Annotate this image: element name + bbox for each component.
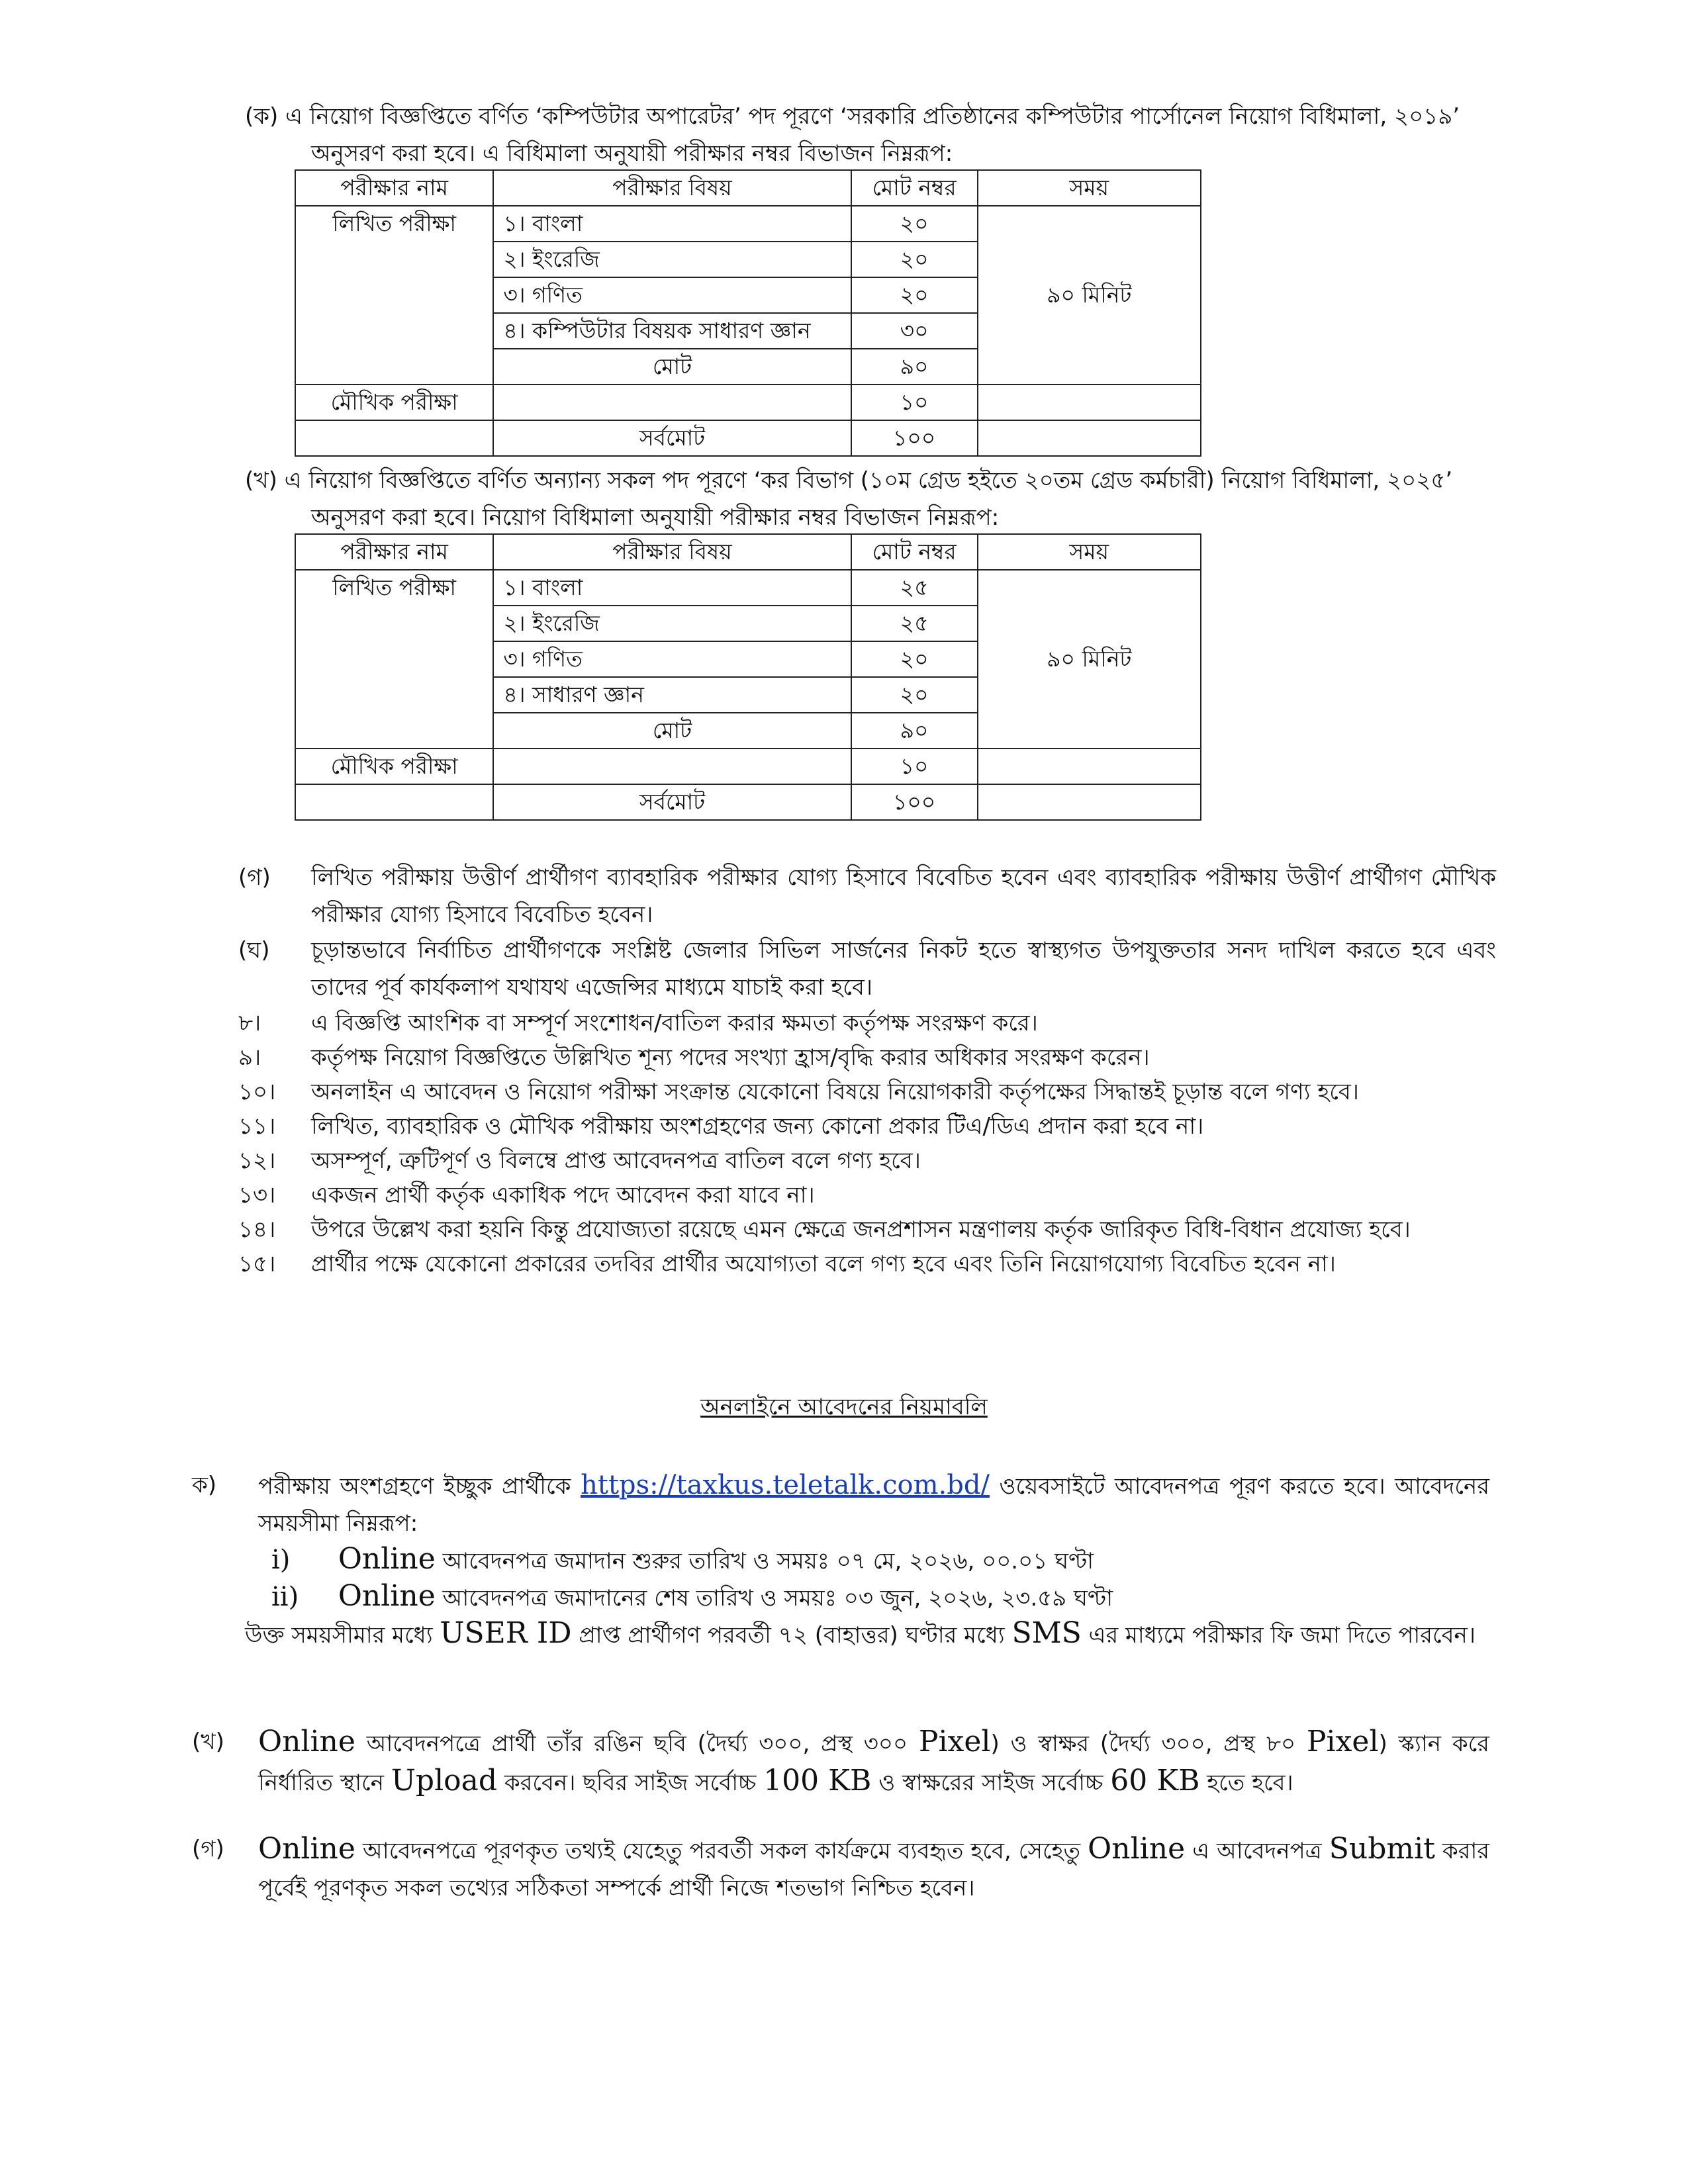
header-total-marks: মোট নম্বর	[851, 534, 978, 570]
subject-cell: ৩। গণিত	[493, 641, 851, 677]
subject-cell: ২। ইংরেজি	[493, 606, 851, 641]
oral-exam-label: মৌখিক পরীক্ষা	[295, 385, 493, 420]
online-rules-heading	[0, 1390, 1688, 1428]
ga-online-1: Online	[258, 1832, 355, 1866]
table-row	[295, 784, 1201, 820]
tail-text-2: প্রাপ্ত প্রার্থীগণ পরবর্তী ৭২ (বাহাত্তর) ঘণ্টার মধ্যে	[579, 1622, 1005, 1649]
oral-marks: ১০	[851, 385, 978, 420]
rule-number: ১৩।	[238, 1182, 276, 1208]
marks-cell: ২০	[851, 677, 978, 713]
rule-item	[238, 932, 1496, 1006]
marks-table-1	[295, 169, 1201, 457]
subject-cell: ১। বাংলা	[493, 206, 851, 242]
section-ka-line2: অনুসরণ করা হবে। এ বিধিমালা অনুযায়ী পরীক্ষার নম্বর বিভাজন নিম্নরূপ:	[311, 140, 953, 167]
rule-text: একজন প্রার্থী কর্তৃক একাধিক পদে আবেদন করা যাবে না।	[311, 1182, 815, 1208]
empty-cell	[978, 749, 1201, 784]
empty-cell	[978, 784, 1201, 820]
online-ka-sub2	[271, 1578, 1463, 1617]
online-kha-body	[258, 1723, 1489, 1801]
total-marks: ৯০	[851, 713, 978, 749]
table-row	[295, 420, 1201, 456]
header-exam-subject: পরীক্ষার বিষয়	[493, 170, 851, 206]
online-ga-label: (গ)	[192, 1836, 224, 1862]
rule-text: এ বিজ্ঞপ্তি আংশিক বা সম্পূর্ণ সংশোধন/বাতিল করার ক্ষমতা কর্তৃপক্ষ সংরক্ষণ করে।	[311, 1010, 1038, 1036]
grand-total-label: সর্বমোট	[493, 784, 851, 820]
online-item-ga	[192, 1831, 1489, 1910]
table-row	[295, 749, 1201, 784]
sub1-roman: i)	[271, 1545, 291, 1575]
oral-marks: ১০	[851, 749, 978, 784]
section-kha-line1: (খ) এ নিয়োগ বিজ্ঞপ্তিতে বর্ণিত অন্যান্য সকল পদ পূরণে ‘কর বিভাগ (১০ম গ্রেড হইতে ২০তম গ্রেড কর্মচারী) নিয়োগ বিধিমালা, ২০২৫’	[245, 467, 1453, 494]
online-ka-tail	[245, 1615, 1489, 1654]
rule-number: ১২।	[238, 1148, 276, 1174]
grand-total-marks: ১০০	[851, 420, 978, 456]
section-kha-line2: অনুসরণ করা হবে। নিয়োগ বিধিমালা অনুযায়ী পরীক্ষার নম্বর বিভাজন নিম্নরূপ:	[311, 504, 1000, 531]
rule-text: লিখিত, ব্যাবহারিক ও মৌখিক পরীক্ষায় অংশগ্রহণের জন্য কোনো প্রকার টিএ/ডিএ প্রদান করা হবে না।	[311, 1113, 1204, 1140]
kha-online: Online	[258, 1725, 355, 1758]
grand-total-label: সর্বমোট	[493, 420, 851, 456]
kha-pixel-1: Pixel	[918, 1725, 991, 1758]
subject-cell: ৪। কম্পিউটার বিষয়ক সাধারণ জ্ঞান	[493, 313, 851, 349]
total-label: মোট	[493, 713, 851, 749]
marks-cell: ২০	[851, 277, 978, 313]
table-header-row	[295, 534, 1201, 570]
ga-text-3: করার পূর্বেই পূরণকৃত সকল তথ্যের সঠিকতা সম্পর্কে প্রার্থী নিজে শতভাগ নিশ্চিত হবেন।	[258, 1838, 1490, 1901]
empty-cell	[295, 784, 493, 820]
sub2-online: Online	[338, 1579, 436, 1613]
marks-cell: ২০	[851, 206, 978, 242]
online-item-kha	[192, 1723, 1489, 1803]
online-ka-body	[258, 1467, 1489, 1542]
marks-cell: ২৫	[851, 606, 978, 641]
subject-cell: ১। বাংলা	[493, 570, 851, 606]
time-cell: ৯০ মিনিট	[978, 570, 1201, 749]
kha-text-1: আবেদনপত্রে প্রার্থী তাঁর রঙিন ছবি (দৈর্ঘ্য ৩০০, প্রস্থ ৩০০	[366, 1731, 908, 1757]
ga-text-1: আবেদনপত্রে পূরণকৃত তথ্যই যেহেতু পরবর্তী সকল কার্যক্রমে ব্যবহৃত হবে, সেহেতু	[363, 1838, 1081, 1864]
kha-text-4: করবেন। ছবির সাইজ সর্বোচ্চ	[504, 1770, 757, 1796]
empty-cell	[493, 385, 851, 420]
tail-userid: USER ID	[440, 1616, 572, 1650]
subject-cell: ২। ইংরেজি	[493, 242, 851, 277]
marks-cell: ২০	[851, 641, 978, 677]
empty-cell	[295, 420, 493, 456]
tail-text-1: উক্ত সময়সীমার মধ্যে	[245, 1622, 433, 1649]
grand-total-marks: ১০০	[851, 784, 978, 820]
kha-text-2: ) ও স্বাক্ষর (দৈর্ঘ্য ৩০০, প্রস্থ ৮০	[990, 1731, 1296, 1757]
kha-pixel-2: Pixel	[1306, 1725, 1379, 1758]
online-ka-sub1	[271, 1541, 1463, 1580]
kha-text-6: হতে হবে।	[1207, 1770, 1293, 1796]
table-header-row	[295, 170, 1201, 206]
marks-table-2	[295, 533, 1201, 821]
time-cell: ৯০ মিনিট	[978, 206, 1201, 385]
online-ka-text-before: পরীক্ষায় অংশগ্রহণে ইচ্ছুক প্রার্থীকে	[258, 1473, 571, 1500]
tail-text-3: এর মাধ্যমে পরীক্ষার ফি জমা দিতে পারবেন।	[1088, 1622, 1476, 1649]
sub1-online: Online	[338, 1542, 436, 1576]
kha-text-3: ) স্ক্যান করে নির্ধারিত স্থানে	[258, 1731, 1489, 1796]
online-rules-heading-text: অনলাইনে আবেদনের নিয়মাবলি	[700, 1394, 988, 1420]
written-exam-label: লিখিত পরীক্ষা	[295, 206, 493, 385]
ga-submit: Submit	[1329, 1832, 1435, 1866]
empty-cell	[978, 385, 1201, 420]
rule-text: চূড়ান্তভাবে নির্বাচিত প্রার্থীগণকে সংশ্লিষ্ট জেলার সিভিল সার্জনের নিকট হতে স্বাস্থ্যগত উপযুক্ততার সনদ দাখিল করতে হবে এবং তাদের পূর্ব কার্যকলাপ যথাযথ এজেন্সির মাধ্যমে যাচাই করা হবে।	[311, 937, 1496, 1001]
rule-number: ৯।	[238, 1044, 261, 1071]
ga-online-2: Online	[1088, 1832, 1186, 1866]
rule-number: ১১।	[238, 1113, 276, 1140]
header-exam-subject: পরীক্ষার বিষয়	[493, 534, 851, 570]
sub2-text: আবেদনপত্র জমাদানের শেষ তারিখ ও সময়ঃ ০৩ জুন, ২০২৬, ২৩.৫৯ ঘণ্টা	[442, 1585, 1113, 1612]
online-kha-label: (খ)	[192, 1729, 224, 1755]
table-row	[295, 206, 1201, 242]
kha-size-2: 60 KB	[1110, 1764, 1200, 1797]
marks-cell: ২৫	[851, 570, 978, 606]
rule-item	[238, 859, 1496, 933]
section-ka-text	[245, 98, 1503, 172]
header-exam-name: পরীক্ষার নাম	[295, 170, 493, 206]
ga-text-2: এ আবেদনপত্র	[1192, 1838, 1322, 1864]
header-time: সময়	[978, 534, 1201, 570]
teletalk-url-link[interactable]: https://taxkus.teletalk.com.bd/	[581, 1470, 990, 1500]
rule-text: কর্তৃপক্ষ নিয়োগ বিজ্ঞপ্তিতে উল্লিখিত শূন্য পদের সংখ্যা হ্রাস/বৃদ্ধি করার অধিকার সংরক্ষণ করেন।	[311, 1044, 1150, 1071]
tail-sms: SMS	[1011, 1616, 1082, 1650]
section-ka-line1: (ক) এ নিয়োগ বিজ্ঞপ্তিতে বর্ণিত ‘কম্পিউটার অপারেটর’ পদ পূরণে ‘সরকারি প্রতিষ্ঠানের কম্পিউটার পার্সোনেল নিয়োগ বিধিমালা, ২০১৯’	[245, 103, 1460, 130]
rule-text: অসম্পূর্ণ, ত্রুটিপূর্ণ ও বিলম্বে প্রাপ্ত আবেদনপত্র বাতিল বলে গণ্য হবে।	[311, 1148, 921, 1174]
rule-text: অনলাইন এ আবেদন ও নিয়োগ পরীক্ষা সংক্রান্ত যেকোনো বিষয়ে নিয়োগকারী কর্তৃপক্ষের সিদ্ধান্তই চূড়ান্ত বলে গণ্য হবে।	[311, 1079, 1359, 1105]
rule-number: ১৫।	[238, 1251, 276, 1277]
subject-cell: ৪। সাধারণ জ্ঞান	[493, 677, 851, 713]
marks-cell: ২০	[851, 242, 978, 277]
subject-cell: ৩। গণিত	[493, 277, 851, 313]
total-marks: ৯০	[851, 349, 978, 385]
rule-text: লিখিত পরীক্ষায় উত্তীর্ণ প্রার্থীগণ ব্যাবহারিক পরীক্ষার যোগ্য হিসাবে বিবেচিত হবেন এবং ব্যাবহারিক পরীক্ষায় উত্তীর্ণ প্রার্থীগণ মৌখিক পরীক্ষার যোগ্য হিসাবে বিবেচিত হবেন।	[311, 864, 1496, 928]
empty-cell	[978, 420, 1201, 456]
rule-number: (গ)	[238, 864, 271, 891]
marks-cell: ৩০	[851, 313, 978, 349]
header-exam-name: পরীক্ষার নাম	[295, 534, 493, 570]
sub2-roman: ii)	[271, 1582, 299, 1612]
kha-upload: Upload	[391, 1764, 498, 1797]
oral-exam-label: মৌখিক পরীক্ষা	[295, 749, 493, 784]
online-ka-text-after: ওয়েবসাইটে আবেদনপত্র পূরণ করতে হবে। আবেদনের সময়সীমা নিম্নরূপ:	[258, 1473, 1490, 1537]
rule-number: ১০।	[238, 1079, 276, 1105]
kha-text-5: ও স্বাক্ষরের সাইজ সর্বোচ্চ	[878, 1770, 1103, 1796]
kha-size-1: 100 KB	[763, 1764, 872, 1797]
online-ka-label: ক)	[192, 1472, 217, 1498]
empty-cell	[493, 749, 851, 784]
rule-text: উপরে উল্লেখ করা হয়নি কিন্তু প্রযোজ্যতা রয়েছে এমন ক্ষেত্রে জনপ্রশাসন মন্ত্রণালয় কর্তৃক জারিকৃত বিধি-বিধান প্রযোজ্য হবে।	[311, 1216, 1411, 1243]
header-time: সময়	[978, 170, 1201, 206]
total-label: মোট	[493, 349, 851, 385]
rule-number: ১৪।	[238, 1216, 276, 1243]
rule-number: (ঘ)	[238, 937, 270, 964]
header-total-marks: মোট নম্বর	[851, 170, 978, 206]
table-row	[295, 385, 1201, 420]
sub1-text: আবেদনপত্র জমাদান শুরুর তারিখ ও সময়ঃ ০৭ মে, ২০২৬, ০০.০১ ঘণ্টা	[442, 1548, 1094, 1574]
written-exam-label: লিখিত পরীক্ষা	[295, 570, 493, 749]
rule-text: প্রার্থীর পক্ষে যেকোনো প্রকারের তদবির প্রার্থীর অযোগ্যতা বলে গণ্য হবে এবং তিনি নিয়োগযোগ্য বিবেচিত হবেন না।	[311, 1251, 1336, 1277]
rule-number: ৮।	[238, 1010, 261, 1036]
online-ga-body	[258, 1831, 1489, 1907]
section-kha-text	[245, 462, 1503, 536]
table-row	[295, 570, 1201, 606]
